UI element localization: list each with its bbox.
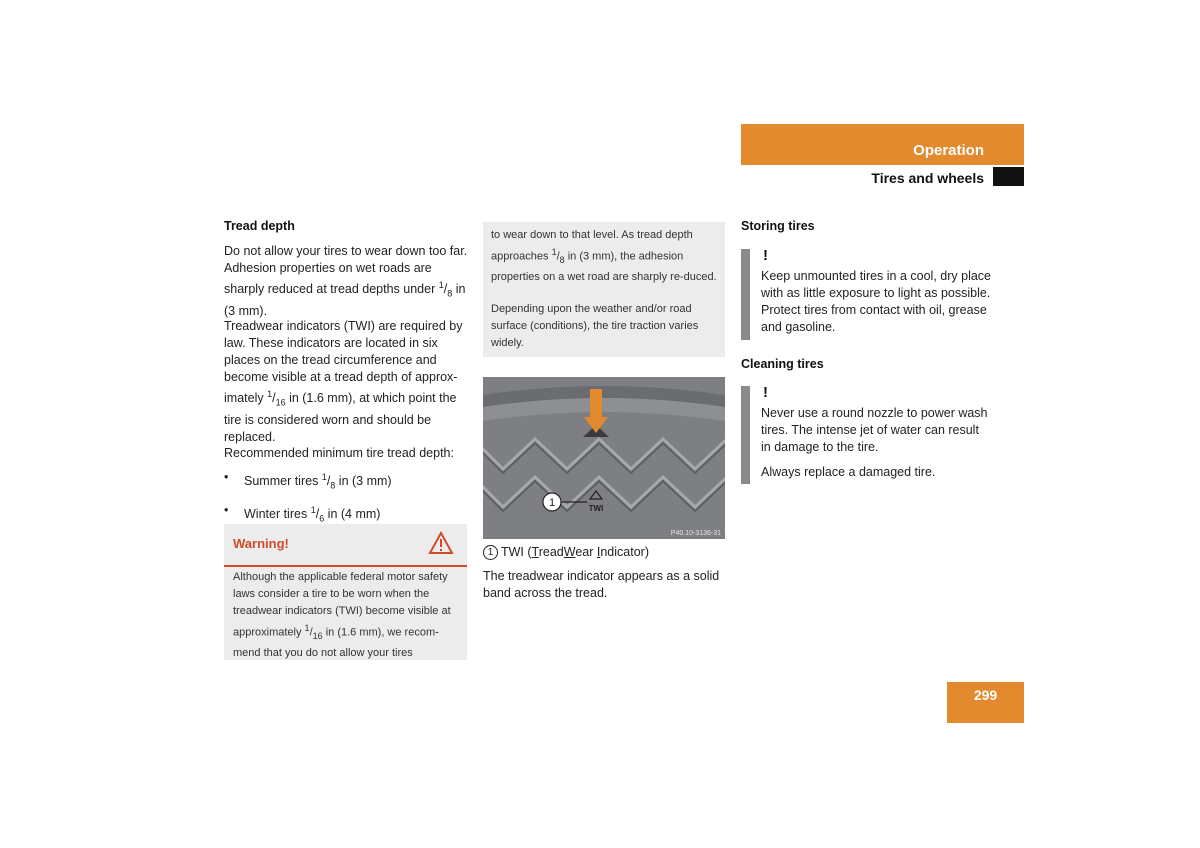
tread-depth-para1: Do not allow your tires to wear down too far. Adhesion properties on wet roads are sharply reduced at tread depths under $^1/_8$ in (3 mm). bbox=[224, 244, 468, 318]
header-marker bbox=[993, 167, 1024, 186]
list-item: • Summer tires $^1/_8$ in (3 mm) bbox=[224, 470, 392, 491]
note-sidebar bbox=[741, 386, 750, 484]
caution-mark: ! bbox=[763, 384, 768, 401]
page-number: 299 bbox=[947, 682, 1024, 723]
image-code: P40.10-3136-31 bbox=[670, 530, 721, 537]
warning-text: Although the applicable federal motor safety laws consider a tire to be worn when the treadwear indicators (TWI) become visible at approximately $^1/_{16}$ in (1.6 mm), we recom-mend that you do not allow your tires bbox=[233, 571, 451, 659]
cleaning-tires-heading: Cleaning tires bbox=[741, 357, 824, 371]
treadwear-description: The treadwear indicator appears as a solid band across the tread. bbox=[483, 569, 720, 600]
continued-warning-text: to wear down to that level. As tread depth approaches $^1/_8$ in (3 mm), the adhesion properties on a wet road are sharply re-duced. bbox=[491, 229, 717, 283]
cleaning-note: Never use a round nozzle to power wash tires. The intense jet of water can result in damage to the tire. bbox=[761, 406, 988, 454]
storing-tires-heading: Storing tires bbox=[741, 219, 815, 233]
storing-note: Keep unmounted tires in a cool, dry place with as little exposure to light as possible. Protect tires from contact with oil, grease and gasoline. bbox=[761, 269, 991, 334]
min-depth-para: Recommended minimum tire tread depth: bbox=[224, 446, 454, 460]
image-caption: 1 TWI (TreadWear Indicator) bbox=[483, 544, 728, 561]
warning-triangle-icon bbox=[428, 531, 454, 555]
replace-note: Always replace a damaged tire. bbox=[761, 465, 936, 479]
section-title: Operation bbox=[913, 142, 984, 159]
traction-text: Depending upon the weather and/or road surface (conditions), the tire traction varies widely. bbox=[491, 303, 699, 349]
tread-depth-heading: Tread depth bbox=[224, 219, 295, 233]
note-sidebar bbox=[741, 249, 750, 340]
callout-number: 1 bbox=[548, 497, 556, 509]
tire-tread-image bbox=[483, 377, 725, 539]
bullet-list bbox=[224, 469, 469, 527]
tread-depth-para2: Treadwear indicators (TWI) are required by law. These indicators are located in six places on the tread circumference and become visible at a tread depth of approx-imately $^1/_{16}$ in (1.6 mm), at which point the tire is considered worn and should be replaced. bbox=[224, 319, 463, 444]
list-item: • Winter tires $^1/_6$ in (4 mm) bbox=[224, 502, 381, 524]
subsection-title: Tires and wheels bbox=[871, 170, 984, 186]
twi-marker-label: TWI bbox=[588, 504, 604, 513]
warning-title: Warning! bbox=[233, 536, 289, 551]
caution-mark: ! bbox=[763, 247, 768, 264]
